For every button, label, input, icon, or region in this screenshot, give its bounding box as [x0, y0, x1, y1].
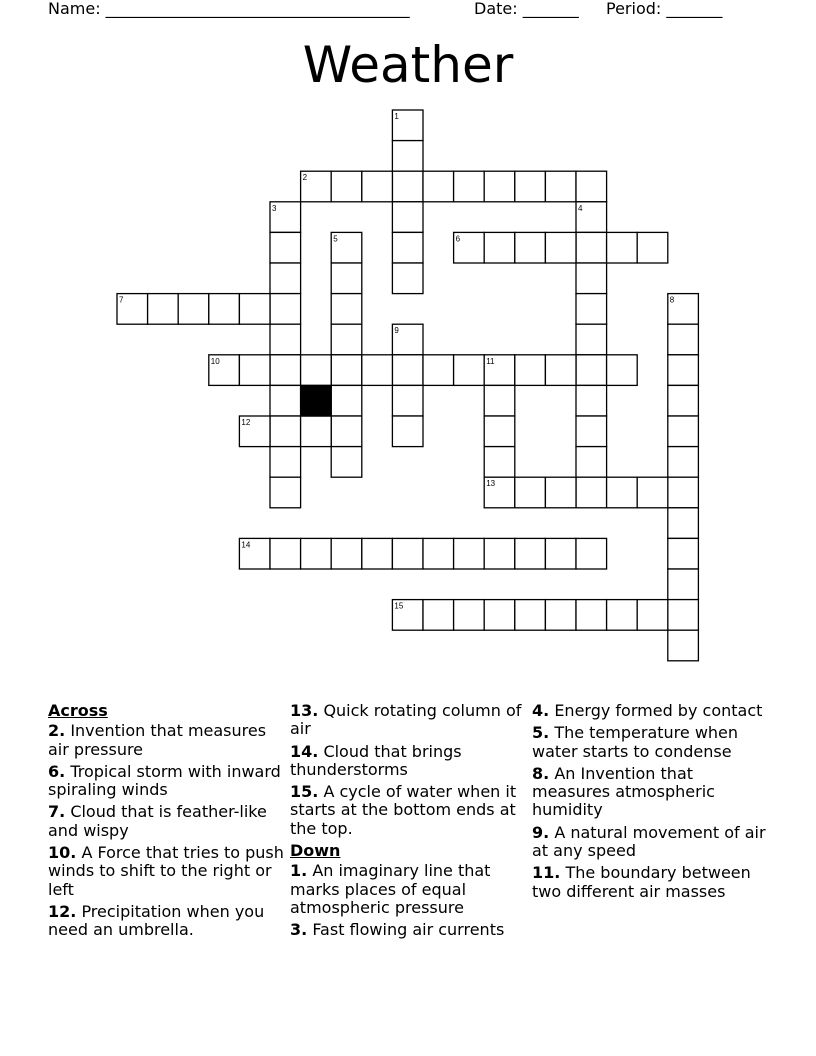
cell-number: 2 — [302, 173, 308, 183]
grid-cell[interactable] — [668, 630, 699, 661]
across-clue — [48, 903, 288, 940]
cell-number: 3 — [272, 203, 277, 213]
grid-cell[interactable] — [362, 538, 393, 569]
clue-number: 8. — [532, 763, 550, 783]
grid-cell[interactable] — [270, 416, 301, 447]
grid-cell[interactable] — [515, 232, 546, 263]
clue-text: Cloud that is feather-like and wispy — [48, 802, 267, 840]
grid-cell[interactable] — [515, 477, 546, 508]
blocked-cell — [301, 385, 332, 416]
grid-cell[interactable] — [331, 355, 362, 386]
grid-cell[interactable] — [454, 538, 485, 569]
across-clue — [48, 844, 288, 899]
date-field-label: Date: _______ — [474, 0, 579, 18]
grid-cell[interactable] — [576, 324, 607, 355]
clue-text: Tropical storm with inward spiraling winds — [48, 761, 281, 800]
name-field-label: Name: ______________________________________ — [48, 0, 410, 18]
clue-number: 12. — [48, 901, 77, 921]
grid-cell[interactable] — [454, 355, 485, 386]
clue-text: Fast flowing air currents — [312, 920, 505, 940]
grid-cell[interactable] — [545, 600, 576, 631]
grid-cell[interactable] — [484, 447, 515, 478]
grid-cell[interactable] — [423, 538, 454, 569]
grid-cell[interactable] — [484, 538, 515, 569]
cell-number: 6 — [455, 234, 461, 244]
across-clue — [290, 783, 530, 838]
grid-cell[interactable] — [576, 263, 607, 294]
across-clue — [290, 702, 530, 739]
grid-cell[interactable] — [148, 294, 179, 325]
clue-text: Quick rotating column of air — [290, 701, 522, 739]
grid-cell[interactable] — [454, 600, 485, 631]
clue-text: A natural movement of air at any speed — [532, 822, 766, 861]
grid-cell[interactable] — [331, 416, 362, 447]
grid-cell[interactable] — [576, 294, 607, 325]
grid-cell[interactable] — [576, 600, 607, 631]
grid-cell[interactable] — [545, 232, 576, 263]
down-clue — [532, 724, 772, 761]
grid-cell[interactable] — [576, 232, 607, 263]
grid-cell[interactable] — [576, 385, 607, 416]
down-clue — [290, 921, 530, 939]
cell-number: 5 — [333, 234, 338, 244]
grid-cell[interactable] — [607, 600, 638, 631]
grid-cell[interactable] — [545, 477, 576, 508]
across-clue — [290, 743, 530, 780]
grid-cell[interactable] — [270, 477, 301, 508]
grid-cell[interactable] — [270, 385, 301, 416]
clue-number: 2. — [48, 721, 66, 741]
across-clue — [48, 803, 288, 840]
grid-cell[interactable] — [484, 232, 515, 263]
grid-cell[interactable] — [270, 447, 301, 478]
grid-cell[interactable] — [423, 600, 454, 631]
grid-cell[interactable] — [392, 538, 423, 569]
cell-number: 14 — [241, 540, 251, 550]
grid-cell[interactable] — [301, 355, 332, 386]
clue-text: Precipitation when you need an umbrella. — [48, 901, 265, 940]
grid-cell[interactable] — [668, 355, 699, 386]
grid-cell[interactable] — [484, 416, 515, 447]
cell-number: 8 — [669, 295, 675, 305]
grid-cell[interactable] — [423, 355, 454, 386]
grid-cell[interactable] — [484, 171, 515, 202]
grid-cell[interactable] — [331, 324, 362, 355]
grid-cell[interactable] — [668, 416, 699, 447]
clue-text: A Force that tries to push winds to shift to the right or left — [48, 843, 284, 899]
clue-text: A cycle of water when it starts at the bottom ends at the top. — [290, 782, 517, 838]
grid-cell[interactable] — [392, 355, 423, 386]
clue-number: 1. — [290, 861, 308, 881]
clue-text: The temperature when water starts to condense — [532, 723, 739, 761]
clue-text: Cloud that brings thunderstorms — [290, 741, 462, 779]
grid-cell[interactable] — [576, 477, 607, 508]
grid-cell[interactable] — [392, 202, 423, 233]
grid-cell[interactable] — [484, 600, 515, 631]
grid-cell[interactable] — [331, 294, 362, 325]
grid-cell[interactable] — [239, 355, 270, 386]
grid-cell[interactable] — [331, 171, 362, 202]
grid-cell[interactable] — [668, 324, 699, 355]
grid-cell[interactable] — [239, 294, 270, 325]
grid-cell[interactable] — [270, 294, 301, 325]
clue-text: The boundary between two different air masses — [532, 863, 751, 901]
grid-cell[interactable] — [392, 385, 423, 416]
down-clue — [532, 765, 772, 820]
grid-cell[interactable] — [392, 232, 423, 263]
grid-cell[interactable] — [576, 447, 607, 478]
down-clue — [290, 862, 530, 917]
cell-number: 15 — [394, 601, 404, 611]
cell-number: 10 — [210, 356, 220, 366]
grid-cell[interactable] — [668, 508, 699, 539]
clue-number: 10. — [48, 843, 77, 863]
across-clue — [48, 763, 288, 800]
cell-number: 13 — [486, 479, 496, 489]
grid-cell[interactable] — [270, 263, 301, 294]
grid-cell[interactable] — [423, 171, 454, 202]
grid-cell[interactable] — [301, 538, 332, 569]
grid-cell[interactable] — [668, 569, 699, 600]
period-field-label: Period: _______ — [606, 0, 723, 18]
grid-cell[interactable] — [331, 385, 362, 416]
grid-cell[interactable] — [454, 171, 485, 202]
clue-number: 3. — [290, 920, 308, 940]
grid-cell[interactable] — [637, 232, 668, 263]
clue-text: An imaginary line that marks places of equal atmospheric pressure — [290, 861, 491, 917]
grid-cell[interactable] — [607, 232, 638, 263]
grid-cell[interactable] — [270, 355, 301, 386]
grid-cell[interactable] — [668, 447, 699, 478]
clue-column-2 — [290, 702, 530, 944]
grid-cell[interactable] — [607, 477, 638, 508]
cell-number: 1 — [394, 112, 399, 121]
grid-cell[interactable] — [331, 447, 362, 478]
grid-cell[interactable] — [392, 263, 423, 294]
clue-number: 6. — [48, 761, 66, 781]
clue-number: 7. — [48, 802, 66, 822]
grid-cell[interactable] — [637, 600, 668, 631]
grid-cell[interactable] — [515, 600, 546, 631]
cell-number: 9 — [394, 326, 399, 336]
clue-number: 5. — [532, 723, 550, 743]
clue-number: 4. — [532, 701, 550, 720]
grid-cell[interactable] — [209, 294, 240, 325]
grid-cell[interactable] — [668, 600, 699, 631]
grid-cell[interactable] — [637, 477, 668, 508]
grid-cell[interactable] — [576, 355, 607, 386]
grid-cell[interactable] — [668, 477, 699, 508]
grid-cell[interactable] — [545, 355, 576, 386]
clue-column-3 — [532, 702, 772, 905]
clue-column-1 — [48, 702, 288, 944]
down-heading: Down — [290, 841, 341, 861]
grid-cell[interactable] — [270, 324, 301, 355]
grid-cell[interactable] — [362, 171, 393, 202]
grid-cell[interactable] — [515, 355, 546, 386]
grid-cell[interactable] — [362, 355, 393, 386]
grid-cell[interactable] — [545, 538, 576, 569]
grid-cell[interactable] — [576, 171, 607, 202]
grid-cell[interactable] — [270, 538, 301, 569]
down-clue — [532, 702, 772, 720]
clue-number: 13. — [290, 701, 319, 720]
down-clue — [532, 824, 772, 861]
grid-cell[interactable] — [392, 171, 423, 202]
cell-number: 12 — [241, 418, 251, 427]
grid-cell[interactable] — [178, 294, 209, 325]
grid-cell[interactable] — [576, 416, 607, 447]
clue-number: 11. — [532, 863, 561, 883]
clue-number: 9. — [532, 822, 550, 842]
grid-cell[interactable] — [545, 171, 576, 202]
cell-number: 7 — [119, 295, 124, 305]
grid-cell[interactable] — [515, 538, 546, 569]
grid-cell[interactable] — [392, 141, 423, 172]
clue-text: Energy formed by contact — [554, 701, 763, 720]
grid-cell[interactable] — [515, 171, 546, 202]
grid-cell[interactable] — [576, 538, 607, 569]
grid-cell[interactable] — [668, 385, 699, 416]
down-clue — [532, 864, 772, 901]
grid-cell[interactable] — [607, 355, 638, 386]
grid-cell[interactable] — [270, 232, 301, 263]
grid-cell[interactable] — [392, 416, 423, 447]
grid-cell[interactable] — [484, 385, 515, 416]
across-heading: Across — [48, 701, 108, 720]
clue-text: An Invention that measures atmospheric humidity — [532, 763, 715, 820]
clue-number: 15. — [290, 782, 319, 802]
cell-number: 11 — [486, 356, 495, 366]
page-title: Weather — [302, 36, 514, 94]
clue-number: 14. — [290, 741, 319, 761]
grid-cell[interactable] — [668, 538, 699, 569]
cell-number: 4 — [578, 203, 583, 213]
grid-cell[interactable] — [331, 263, 362, 294]
grid-cell[interactable] — [301, 416, 332, 447]
across-clue — [48, 722, 288, 759]
clue-text: Invention that measures air pressure — [48, 721, 267, 759]
grid-cell[interactable] — [331, 538, 362, 569]
